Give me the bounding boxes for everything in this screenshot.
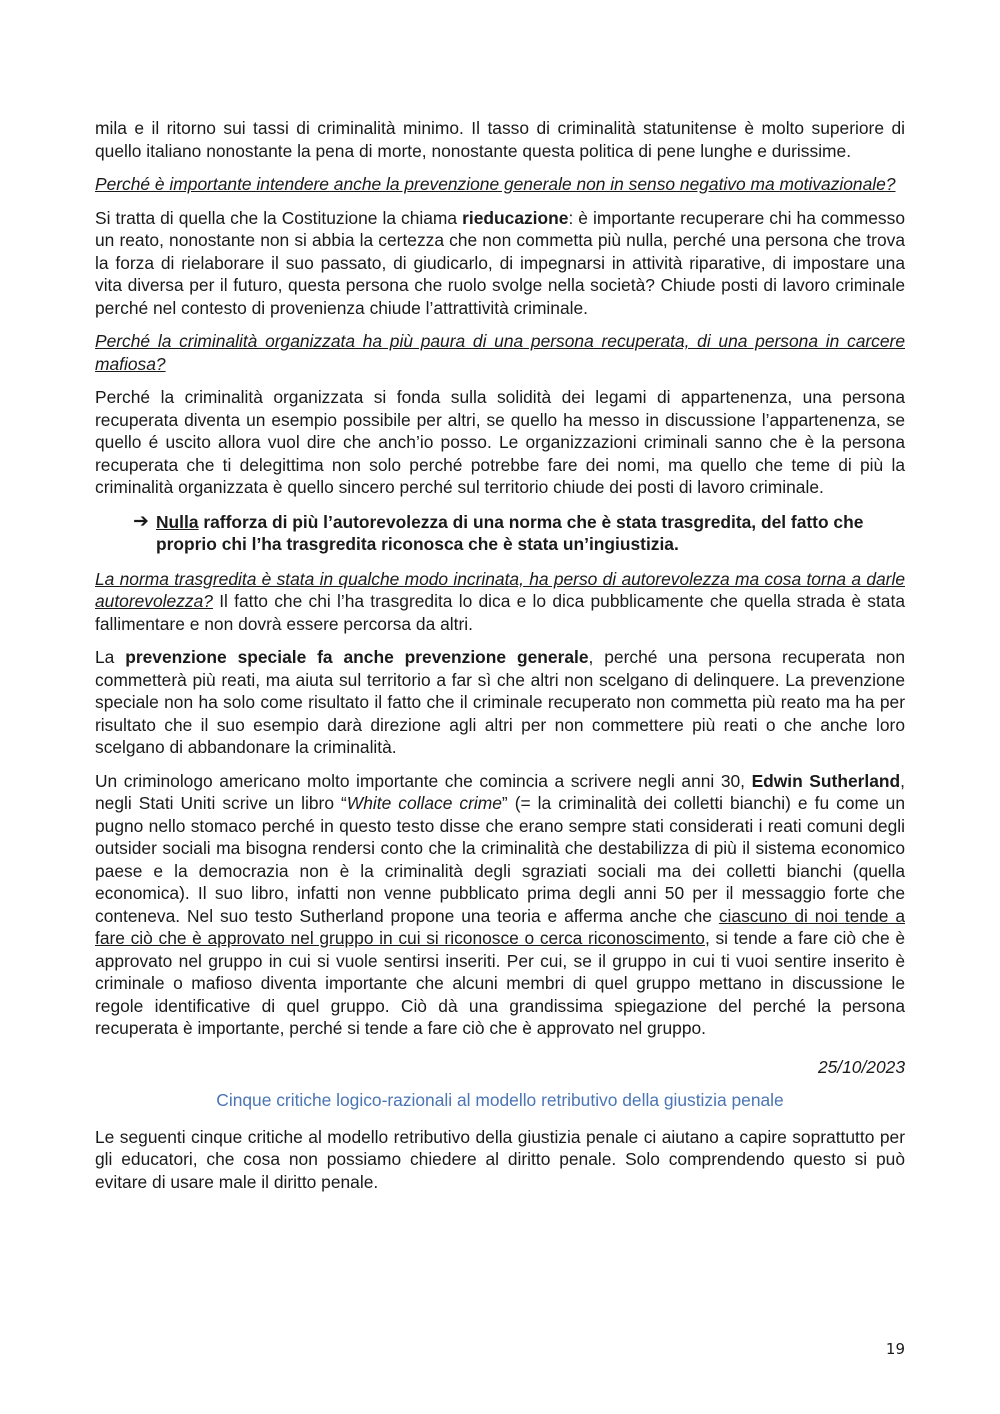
- text-segment: rafforza di più l’autorevolezza di una norma che è stata trasgredita, del fatto che proprio chi l’ha trasgredita riconosca che è stata un’ingiustizia.: [156, 511, 864, 554]
- paragraph-special-prevention: [95, 646, 905, 759]
- paragraph-organized-crime: Perché la criminalità organizzata si fonda sulla solidità dei legami di appartenenza, una persona recuperata diventa un esempio possibile per altri, se quello ha messo in discussione l’appartenenza, se quello é uscito allora vuol dire che anch’io posso. Le organizzazioni criminali sanno che è la persona recuperata che ti delegittima non solo perché potrebbe fare dei nomi, ma quello che teme di più la criminalità organizzata è quello sincero perché sul territorio chiude dei posti di lavoro criminale.: [95, 387, 905, 497]
- paragraph-sutherland: [95, 770, 905, 1040]
- arrow-bullet-item: [133, 511, 905, 556]
- text-segment: , negli Stati Uniti scrive un libro “: [95, 770, 905, 813]
- bold-name-sutherland: Edwin Sutherland: [751, 770, 901, 791]
- question-norm: La norma trasgredita è stata in qualche modo incrinata, ha perso di autorevolezza ma cosa torna a darle autorevolezza?: [95, 568, 905, 611]
- document-page: [95, 117, 905, 1204]
- underlined-word: Nulla: [156, 511, 199, 532]
- text-segment: ” (= la criminalità dei colletti bianchi) e fu come un pugno nello stomaco perché in questo testo disse che erano sempre stati considerati i reati comuni degli outsider sociali ma bisogna rendersi conto che la criminalità che destabilizza di più il sistema economico paese e la democrazia non è la criminalità degli sgraziati sociali ma dei colletti bianchi (quella economica). Il suo libro, infatti non venne pubblicato prima degli anni 50 per il messaggio forte che conteneva. Nel suo testo Sutherland propone una teoria e afferma anche che: [95, 793, 906, 926]
- page-number: 19: [885, 1340, 905, 1358]
- text-segment: Si tratta di quella che la Costituzione la chiama: [95, 207, 463, 228]
- arrow-right-icon: ➔: [133, 510, 149, 532]
- text-segment: Il fatto che chi l’ha trasgredita lo dica e lo dica pubblicamente che quella strada è stata fallimentare e non dovrà essere percorsa da altri.: [95, 591, 905, 634]
- question-organized-crime: Perché la criminalità organizzata ha più paura di una persona recuperata, di una persona in carcere mafiosa?: [95, 331, 905, 374]
- text-segment: , perché una persona recuperata non commetterà più reati, ma aiuta sul territorio a far sì che altri non scelgano di delinquere. La prevenzione speciale non ha solo come risultato il fatto che il criminale recuperato non commetta più reato ma ha per risultato che il suo esempio darà direzione agli altri per non commettere più reati o che anche loro scelgano di abbandonare la criminalità.: [95, 647, 905, 757]
- lecture-date: 25/10/2023: [817, 1056, 905, 1077]
- paragraph-intro: mila e il ritorno sui tassi di criminalità minimo. Il tasso di criminalità statunitense è molto superiore di quello italiano nonostante la pena di morte, nonostante questa politica di pene lunghe e durissime.: [95, 118, 905, 161]
- text-segment: Un criminologo americano molto importante che comincia a scrivere negli anni 30,: [95, 770, 752, 791]
- bold-term-special-prevention: prevenzione speciale fa anche prevenzione generale: [125, 647, 589, 667]
- bold-term-rieducazione: rieducazione: [462, 207, 569, 228]
- underlined-theory: ciascuno di noi tende a fare ciò che è approvato nel gruppo in cui si riconosce o cerca riconoscimento: [95, 905, 905, 948]
- text-segment: : è importante recuperare chi ha commesso un reato, nonostante non si abbia la certezza che non commetta più nulla, perché una persona che trova la forza di rielaborare il suo passato, di giudicarlo, di impegnarsi in attività riparative, di impostare una vita diversa per il futuro, questa persona che ruolo svolge nella società? Chiude posti di lavoro criminale perché nel contesto di provenienza chiude l’attrattività criminale.: [95, 207, 905, 318]
- bullet-text: [156, 511, 905, 556]
- paragraph-rieducazione: [95, 207, 905, 320]
- text-segment: La: [95, 647, 126, 667]
- section-heading: Cinque critiche logico-razionali al modello retributivo della giustizia penale: [216, 1090, 784, 1110]
- question-general-prevention: Perché è importante intendere anche la prevenzione generale non in senso negativo ma motivazionale?: [95, 174, 896, 194]
- book-title: White collace crime: [346, 793, 502, 813]
- text-segment: , si tende a fare ciò che è approvato nel gruppo in cui si vuole sentirsi inseriti. Per cui, se il gruppo in cui ti vuoi sentire inserito è criminale o mafioso diventa importante che alcuni membri di quel gruppo mettano in discussione le regole identificative di quel gruppo. Ciò dà una grandissima spiegazione del perché la persona recuperata è importante, perché si tende a fare ciò che è approvato nel gruppo.: [95, 928, 906, 1038]
- paragraph-five-critiques: Le seguenti cinque critiche al modello retributivo della giustizia penale ci aiutano a capire soprattutto per gli educatori, che cosa non possiamo chiedere al diritto penale. Solo comprendendo questo si può evitare di usare male il diritto penale.: [95, 1126, 905, 1192]
- paragraph-norm: [95, 568, 905, 636]
